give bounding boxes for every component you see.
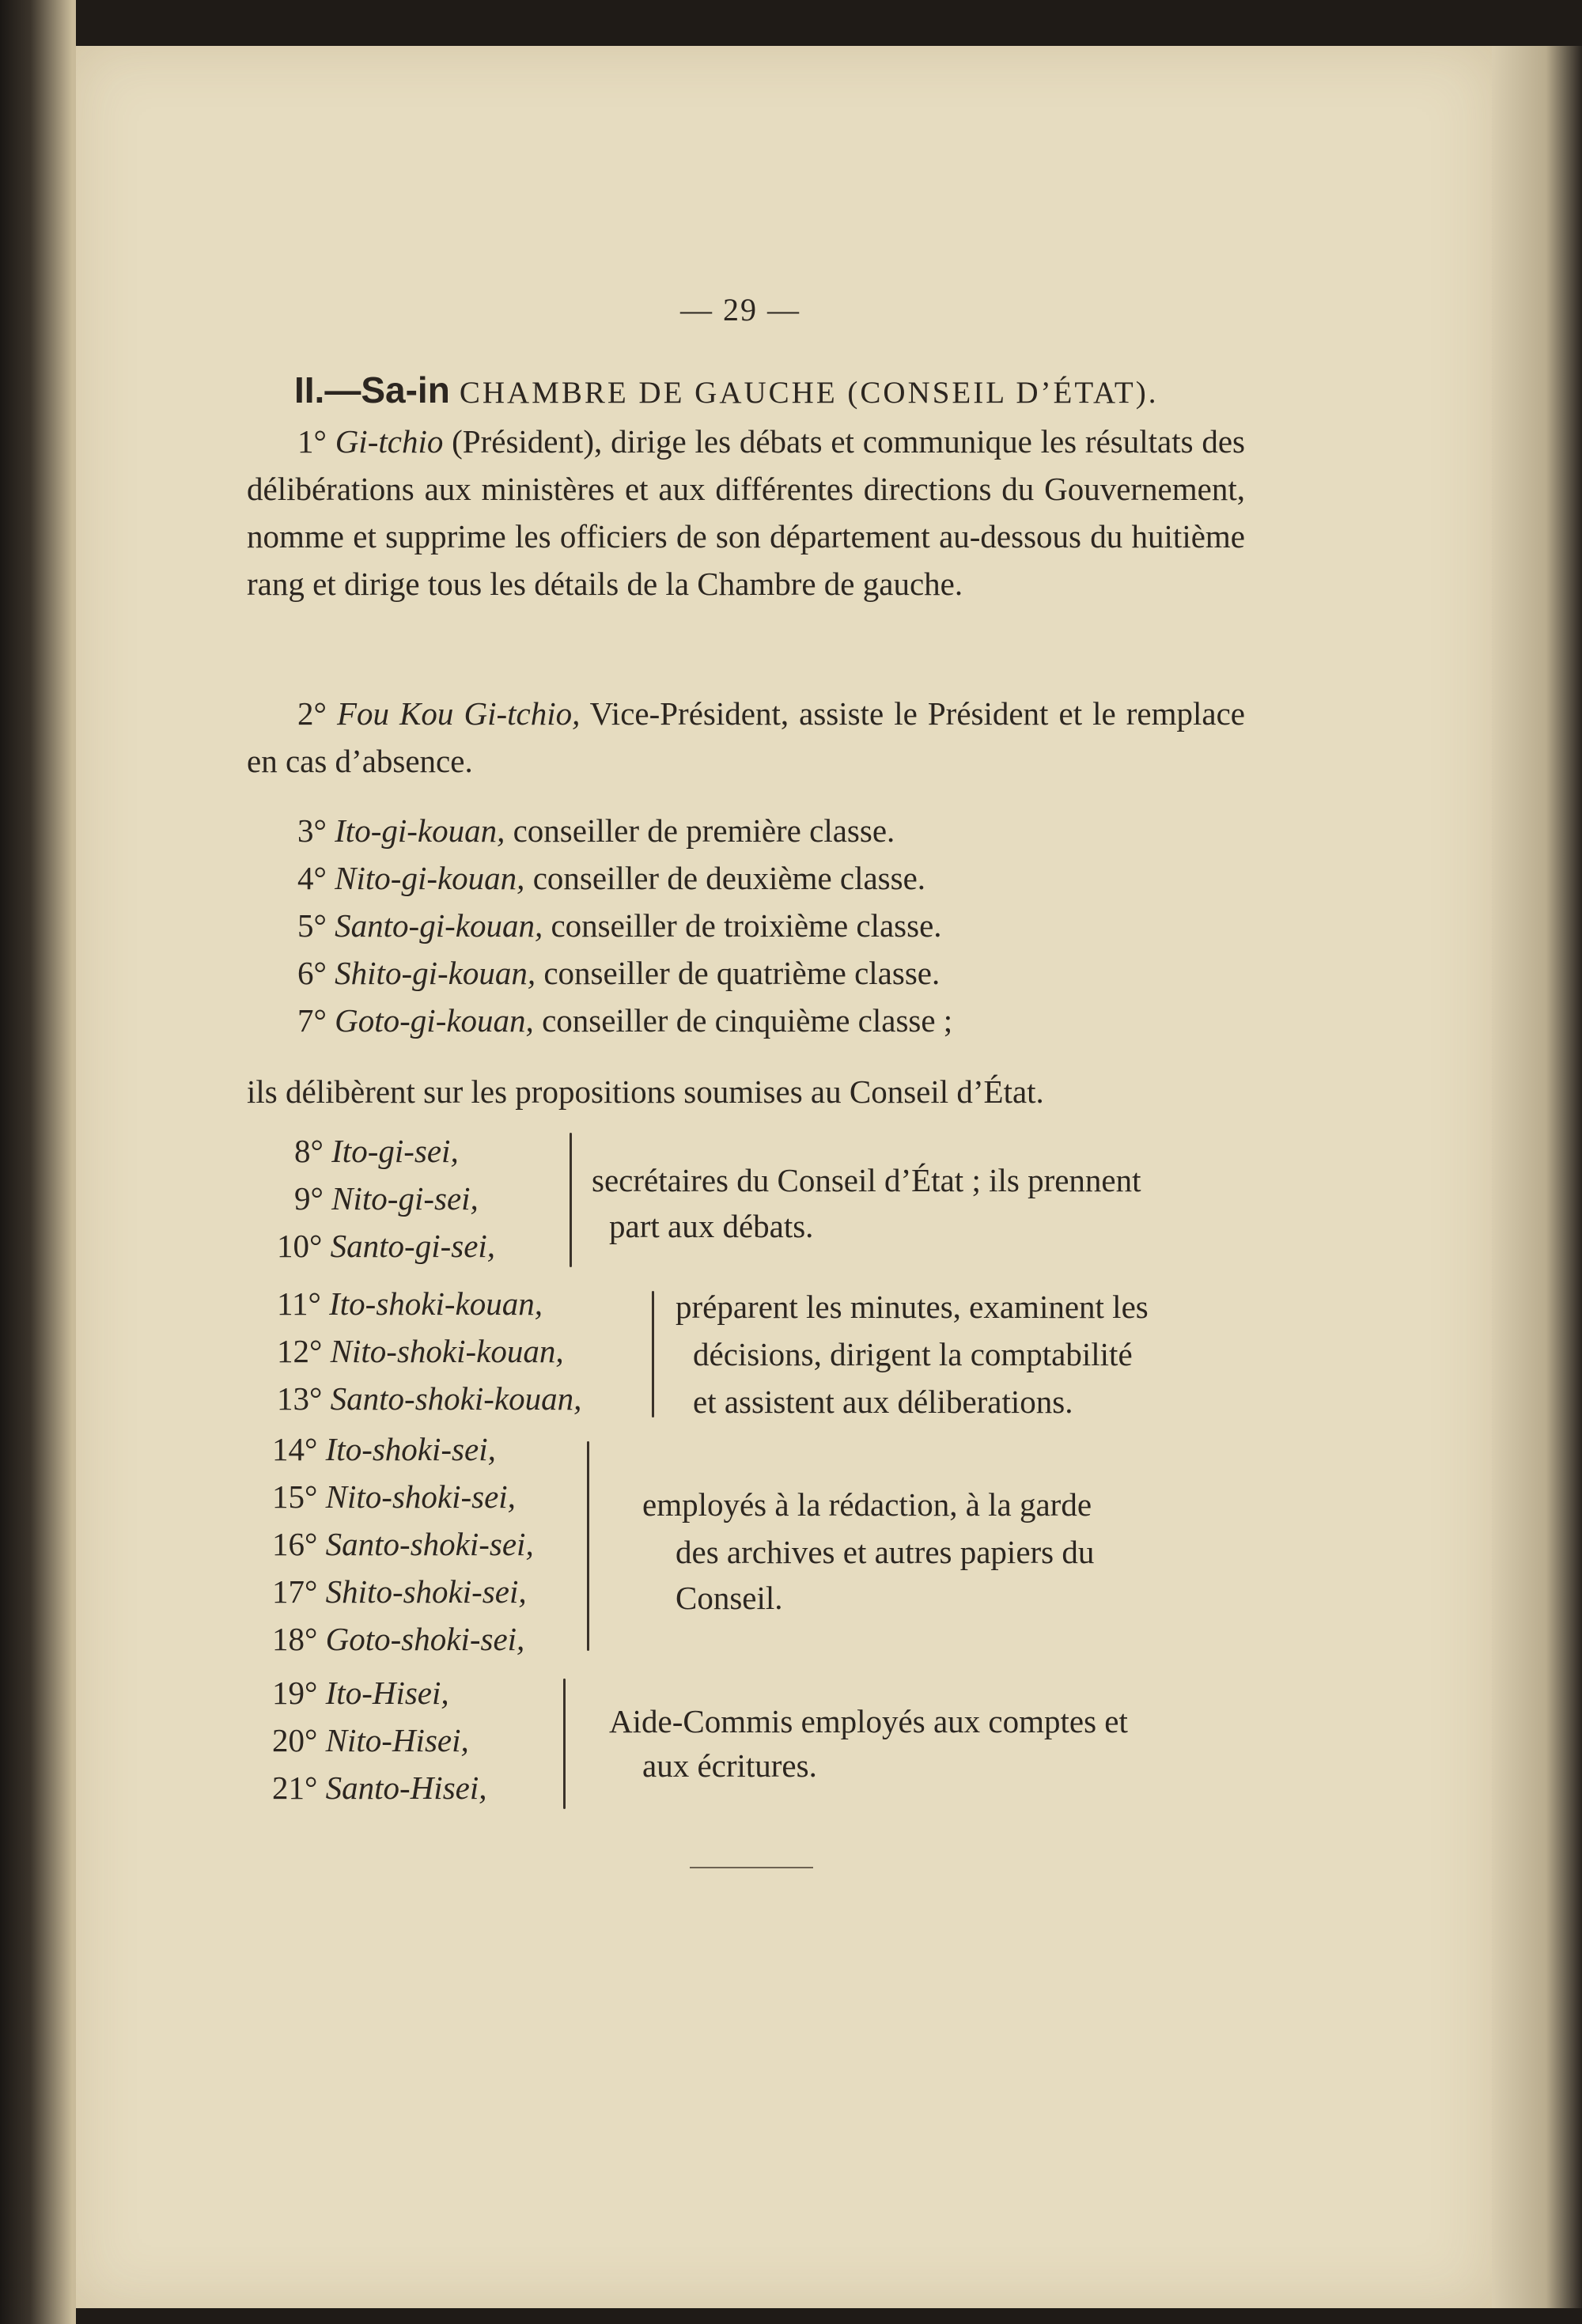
entry-number: 9° (294, 1180, 324, 1217)
entry-term: Ito-shoki-sei, (325, 1431, 496, 1467)
list-item (297, 862, 925, 895)
group-entry (294, 1180, 479, 1217)
item-text: (Président), dirige les débats et communique les résultats des délibérations aux ministères et aux différentes directions du Gouvernement, nomme et supprime les officiers de son département au-dessous du huitième rang et dirige tous les détails de la Chambre de gauche. (247, 423, 1246, 602)
paragraph-vice-president (247, 690, 1245, 785)
group-desc: et assistent aux déliberations. (693, 1383, 1073, 1420)
item-number: 3° (297, 812, 327, 849)
book-page-edges (1492, 46, 1582, 2308)
entry-term: Santo-shoki-kouan, (330, 1380, 582, 1417)
entry-term: Nito-gi-sei, (331, 1180, 479, 1217)
item-term: Ito-gi-kouan, (335, 812, 505, 849)
brace (587, 1441, 589, 1651)
group-desc: part aux débats. (609, 1208, 814, 1244)
brace (652, 1291, 654, 1417)
group-entry (272, 1573, 527, 1610)
list-item (297, 907, 942, 944)
entry-term: Santo-Hisei, (325, 1769, 487, 1806)
group-entry (272, 1677, 449, 1709)
entry-number: 19° (272, 1675, 318, 1711)
scan-bottom-edge (76, 2308, 1582, 2324)
list-item (297, 1002, 953, 1039)
item-text: conseiller de troixième classe. (551, 907, 942, 944)
group-entry (272, 1769, 487, 1806)
item-term: Fou Kou Gi-tchio, (336, 695, 581, 732)
entry-number: 12° (277, 1333, 323, 1369)
group-entry (272, 1478, 516, 1515)
entry-number: 21° (272, 1769, 318, 1806)
entry-term: Santo-shoki-sei, (325, 1526, 534, 1562)
section-heading (294, 369, 1159, 411)
list-item (297, 812, 895, 849)
item-term: Gi-tchio (335, 423, 444, 460)
entry-term: Ito-gi-sei, (331, 1133, 459, 1169)
group-desc: des archives et autres papiers du (676, 1534, 1095, 1570)
entry-number: 11° (277, 1285, 321, 1322)
brace (563, 1679, 566, 1809)
item-text: Vice-Président, assiste le Président et le remplace en cas d’absence. (247, 695, 1245, 779)
deliberation-line: ils délibèrent sur les propositions soumises au Conseil d’État. (247, 1073, 1044, 1110)
group-entry (272, 1433, 496, 1466)
entry-number: 10° (277, 1228, 323, 1264)
heading-lead: II.—Sa-in (294, 369, 450, 411)
entry-term: Ito-shoki-kouan, (329, 1285, 543, 1322)
group-desc: secrétaires du Conseil d’État ; ils prennent (592, 1162, 1141, 1198)
group-entry (277, 1380, 582, 1417)
scan-top-edge (76, 0, 1582, 46)
item-number: 1° (297, 423, 327, 460)
item-number: 6° (297, 955, 327, 991)
item-term: Goto-gi-kouan, (335, 1002, 534, 1039)
item-term: Santo-gi-kouan, (335, 907, 543, 944)
entry-term: Santo-gi-sei, (330, 1228, 496, 1264)
group-desc: préparent les minutes, examinent les (676, 1289, 1149, 1325)
item-term: Nito-gi-kouan, (335, 860, 525, 896)
item-text: conseiller de deuxième classe. (532, 860, 926, 896)
item-text: conseiller de première classe. (513, 812, 895, 849)
entry-number: 13° (277, 1380, 323, 1417)
brace (570, 1133, 572, 1267)
entry-number: 8° (294, 1133, 324, 1169)
entry-term: Ito-Hisei, (325, 1675, 449, 1711)
group-desc: aux écritures. (642, 1747, 817, 1784)
entry-term: Nito-shoki-sei, (325, 1478, 516, 1515)
group-entry (294, 1135, 459, 1168)
group-desc: Conseil. (676, 1580, 783, 1616)
group-entry (277, 1335, 564, 1368)
entry-term: Nito-shoki-kouan, (330, 1333, 564, 1369)
paragraph-president (247, 418, 1245, 607)
entry-term: Goto-shoki-sei, (325, 1621, 525, 1657)
item-term: Shito-gi-kouan, (335, 955, 536, 991)
item-text: conseiller de quatrième classe. (543, 955, 940, 991)
group-entry (277, 1230, 495, 1262)
entry-number: 14° (272, 1431, 318, 1467)
item-number: 4° (297, 860, 327, 896)
item-number: 2° (297, 695, 327, 732)
group-desc: employés à la rédaction, à la garde (642, 1486, 1092, 1523)
group-entry (272, 1623, 524, 1656)
group-desc: décisions, dirigent la comptabilité (693, 1336, 1133, 1372)
item-text: conseiller de cinquième classe ; (542, 1002, 953, 1039)
group-entry (272, 1528, 534, 1561)
item-number: 5° (297, 907, 327, 944)
group-desc: Aide-Commis employés aux comptes et (609, 1703, 1128, 1739)
book-gutter (0, 0, 76, 2324)
item-number: 7° (297, 1002, 327, 1039)
entry-term: Nito-Hisei, (325, 1722, 469, 1758)
entry-number: 20° (272, 1722, 318, 1758)
entry-term: Shito-shoki-sei, (325, 1573, 527, 1610)
closing-rule (690, 1867, 813, 1868)
heading-rest: CHAMBRE DE GAUCHE (CONSEIL D’ÉTAT). (459, 376, 1159, 410)
list-item (297, 957, 940, 990)
group-entry (277, 1285, 543, 1322)
entry-number: 17° (272, 1573, 318, 1610)
entry-number: 18° (272, 1621, 318, 1657)
page-number: — 29 — (680, 292, 800, 327)
group-entry (272, 1724, 469, 1757)
entry-number: 15° (272, 1478, 318, 1515)
entry-number: 16° (272, 1526, 318, 1562)
